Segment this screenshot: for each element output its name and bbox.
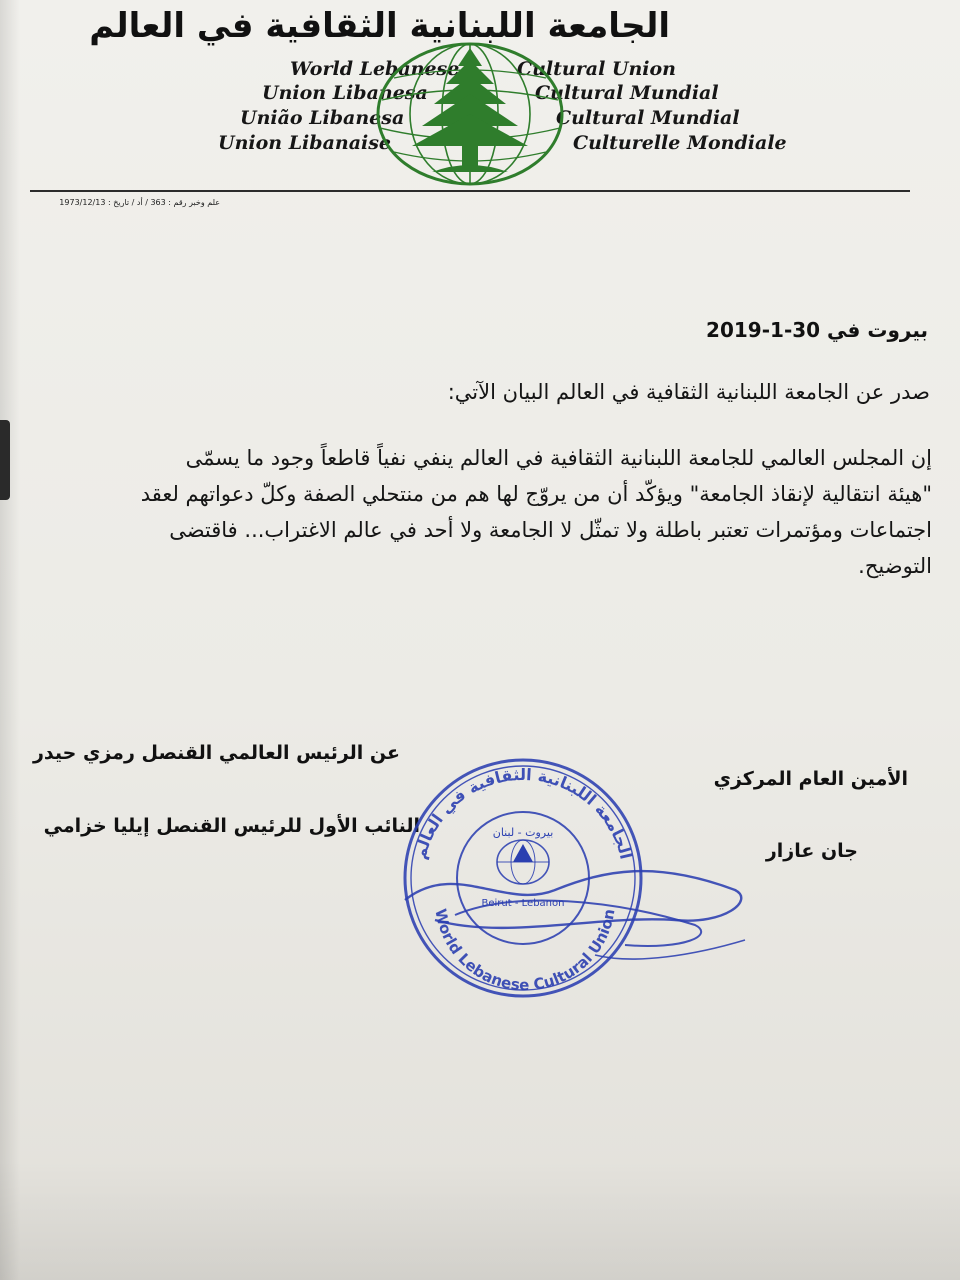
page-edge-clip xyxy=(0,420,10,500)
paragraph-line: "هيئة انتقالية لإنقاذ الجامعة" ويؤكّد أن من يروّج لها هم من منتحلي الصفة وكلّ دعواتهم لعقد xyxy=(140,482,932,506)
letterhead-right-line-1: Cultural Union xyxy=(517,58,676,80)
statement-paragraph xyxy=(40,440,932,584)
letterhead-left-line-1: World Lebanese xyxy=(290,58,460,80)
letterhead-left-line-3: União Libanesa xyxy=(240,107,405,129)
official-stamp xyxy=(395,750,775,1050)
signature-left-title: عن الرئيس العالمي القنصل رمزي حيدر xyxy=(32,742,400,764)
letterhead-right-line-2: Cultural Mundial xyxy=(535,82,719,104)
letterhead-title-arabic: الجامعة اللبنانية الثقافية في العالم xyxy=(89,6,670,46)
signature-right-name: جان عازار xyxy=(765,840,858,862)
paragraph-line: إن المجلس العالمي للجامعة اللبنانية الثقافية في العالم ينفي نفياً قاطعاً وجود ما يسمّى xyxy=(185,446,932,470)
stamp-outer-arabic: الجامعة اللبنانية الثقافية في العالم xyxy=(410,764,636,862)
letterhead-right-line-4: Culturelle Mondiale xyxy=(573,132,787,154)
cedar-globe-icon xyxy=(372,40,568,188)
registration-number: علم وخبر رقم : 363 / أد / تاريخ : 1973/12/13 xyxy=(59,198,220,207)
signature-left-name: النائب الأول للرئيس القنصل إيليا خزامي xyxy=(43,815,420,837)
header-divider xyxy=(30,190,910,192)
signature-right-title: الأمين العام المركزي xyxy=(713,768,908,790)
letterhead-right-line-3: Cultural Mundial xyxy=(556,107,740,129)
paragraph-line: اجتماعات ومؤتمرات تعتبر باطلة ولا تمثّل لا الجامعة ولا أحد في عالم الاغتراب... فاقتضى xyxy=(169,518,932,542)
paragraph-line: التوضيح. xyxy=(858,554,932,578)
date-line: بيروت في 30-1-2019 xyxy=(706,318,928,342)
letterhead-left-line-4: Union Libanaise xyxy=(218,132,392,154)
page-fold-shadow xyxy=(0,0,20,1280)
intro-line: صدر عن الجامعة اللبنانية الثقافية في العالم البيان الآتي: xyxy=(447,380,930,404)
stamp-inner-english: Beirut - Lebanon xyxy=(481,898,565,909)
stamp-inner-arabic: بيروت - لبنان xyxy=(492,826,554,839)
stamp-outer-english: World Lebanese Cultural Union xyxy=(431,907,619,995)
page-bottom-shadow xyxy=(0,1160,960,1280)
letterhead-left-line-2: Union Libanesa xyxy=(262,82,428,104)
